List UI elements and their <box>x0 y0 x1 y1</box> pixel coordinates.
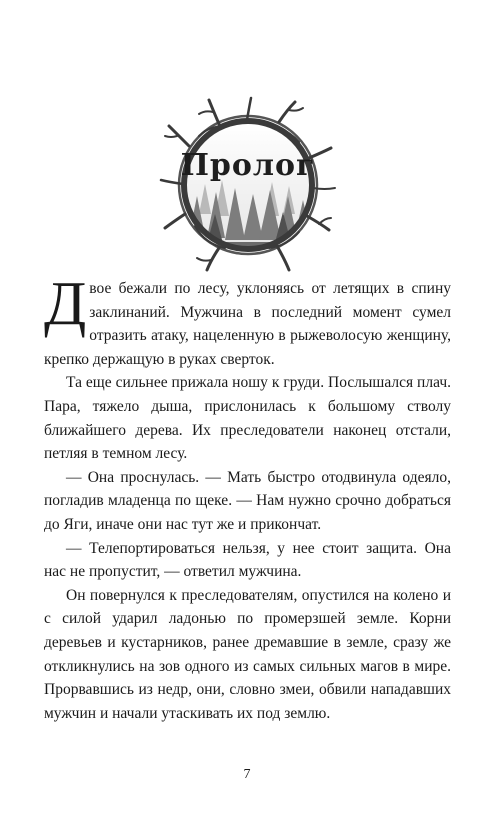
drop-cap: Д <box>44 270 87 338</box>
paragraph-3: — Она проснулась. — Мать быстро отодвинула одеяло, погладив младенца по щеке. — Нам нужно срочно добраться до Яги, иначе они нас тут же и прикончат. <box>44 468 451 533</box>
page-number: 7 <box>243 767 251 782</box>
paragraph-4: — Телепортироваться нельзя, у нее стоит защита. Она нас не пропустит, — ответил мужчина. <box>44 539 451 581</box>
thorn-wreath-forest-icon <box>159 96 337 274</box>
paragraph-5: Он повернулся к преследователям, опустился на колено и с силой ударил ладонью по промерзшей земле. Корни деревьев и кустарников, ранее дремавшие в земле, сразу же откликнулись на зов одного из самых сильных магов в мире. Прорвавшись из недр, они, словно змеи, обвили нападавших мужчин и начали утаскивать их под землю. <box>44 586 451 722</box>
chapter-title: Пролог <box>180 148 316 183</box>
paragraph-1 <box>44 270 451 371</box>
paragraph-1-text: вое бежали по лесу, уклоняясь от летящих в спину заклинаний. Мужчина в последний момент сумел отразить атаку, нацеленную в рыжеволосую женщину, крепко держащую в руках сверток. <box>44 280 451 368</box>
paragraph-2: Та еще сильнее прижала ношу к груди. Послышался плач. Пара, тяжело дыша, прислонилась к большому стволу ближайшего дерева. Их преследователи наконец отстали, петляя в темном лесу. <box>44 374 451 463</box>
chapter-text <box>44 270 451 725</box>
